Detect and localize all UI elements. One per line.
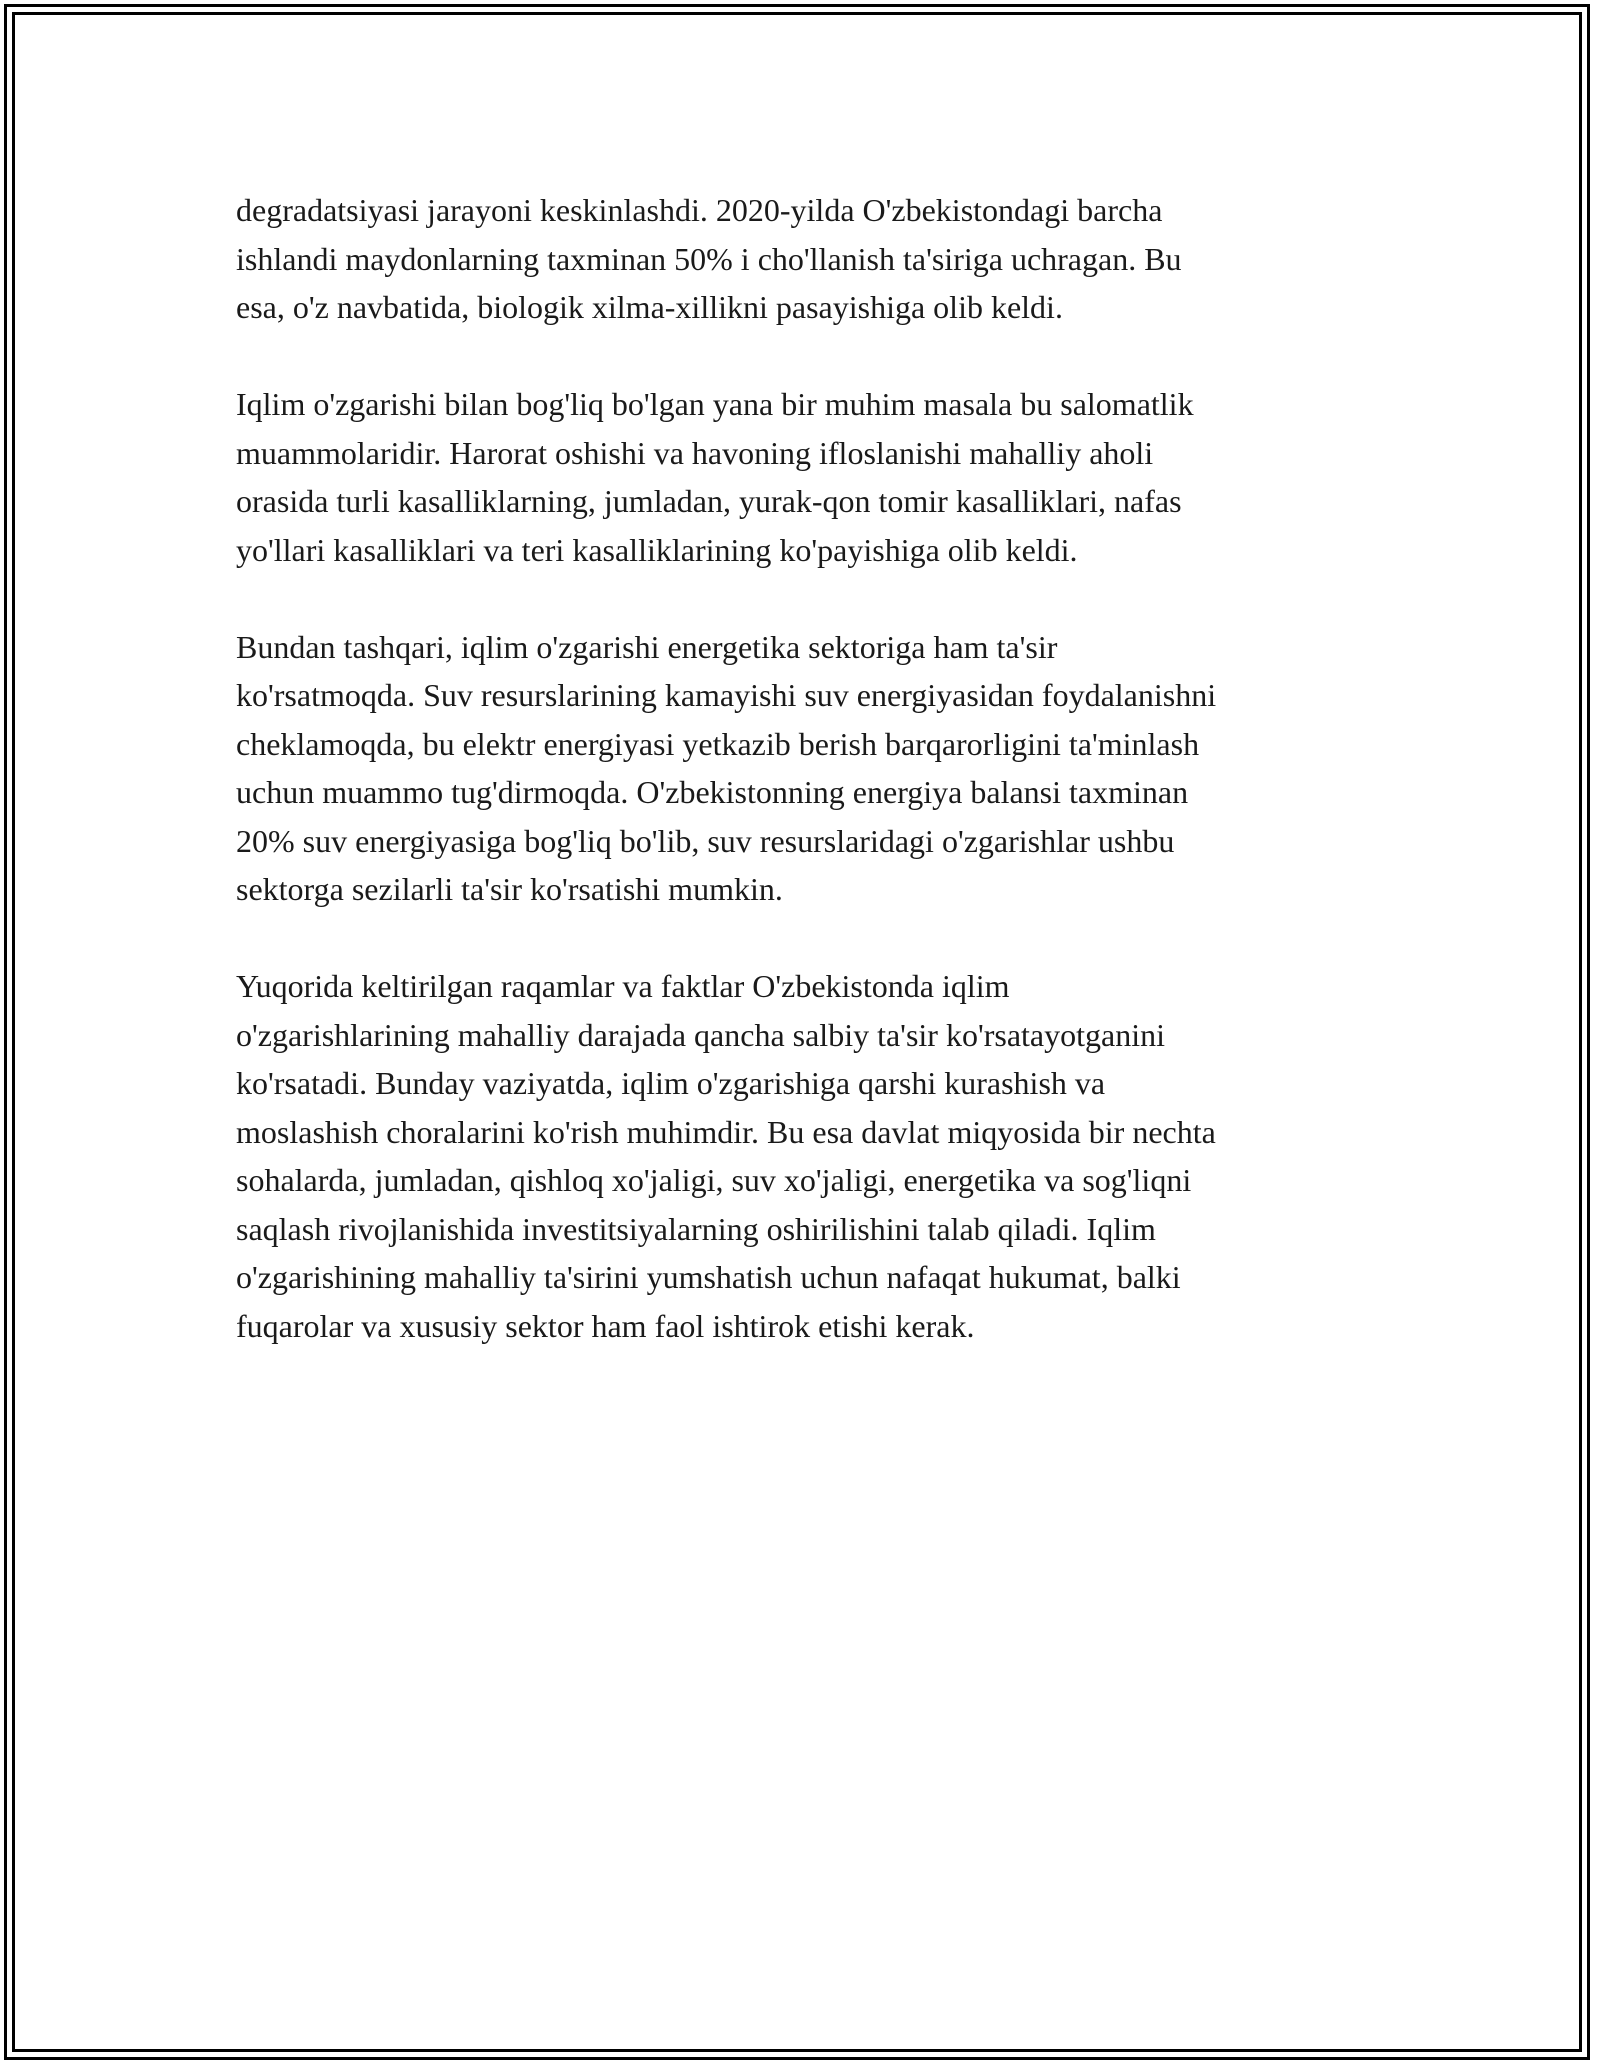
text-line: ko'rsatmoqda. Suv resurslarining kamayishi suv energiyasidan foydalanishni: [236, 677, 1217, 713]
text-line: sektorga sezilarli ta'sir ko'rsatishi mumkin.: [236, 871, 783, 907]
text-line: ko'rsatadi. Bunday vaziyatda, iqlim o'zgarishiga qarshi kurashish va: [236, 1065, 1106, 1101]
text-line: degradatsiyasi jarayoni keskinlashdi. 2020-yilda O'zbekistondagi barcha: [236, 192, 1163, 228]
text-line: sohalarda, jumladan, qishloq xo'jaligi, suv xo'jaligi, energetika va sog'liqni: [236, 1162, 1192, 1198]
paragraph-energy: [236, 623, 1386, 914]
paragraph-health: [236, 380, 1386, 574]
text-line: cheklamoqda, bu elektr energiyasi yetkazib berish barqarorligini ta'minlash: [236, 725, 1200, 762]
text-line: o'zgarishlarining mahalliy darajada qancha salbiy ta'sir ko'rsatayotganini: [236, 1016, 1165, 1053]
text-line: uchun muammo tug'dirmoqda. O'zbekistonning energiya balansi taxminan: [236, 774, 1189, 810]
text-line: orasida turli kasalliklarning, jumladan, yurak-qon tomir kasalliklari, nafas: [236, 483, 1182, 519]
text-line: Bundan tashqari, iqlim o'zgarishi energetika sektoriga ham ta'sir: [236, 628, 1058, 665]
text-line: o'zgarishining mahalliy ta'sirini yumshatish uchun nafaqat hukumat, balki: [236, 1259, 1181, 1295]
paragraph-land-degradation: [236, 186, 1386, 332]
text-line: moslashish choralarini ko'rish muhimdir. Bu esa davlat miqyosida bir nechta: [236, 1113, 1216, 1150]
text-line: Yuqorida keltirilgan raqamlar va faktlar O'zbekistonda iqlim: [236, 968, 1010, 1004]
document-body: [236, 186, 1386, 1399]
paragraph-conclusion: [236, 962, 1386, 1350]
text-line: esa, o'z navbatida, biologik xilma-xillikni pasayishiga olib keldi.: [236, 289, 1063, 325]
text-line: Iqlim o'zgarishi bilan bog'liq bo'lgan yana bir muhim masala bu salomatlik: [236, 386, 1194, 422]
text-line: ishlandi maydonlarning taxminan 50% i cho'llanish ta'siriga uchragan. Bu: [236, 240, 1182, 277]
text-line: muammolaridir. Harorat oshishi va havoning ifloslanishi mahalliy aholi: [236, 434, 1154, 471]
text-line: fuqarolar va xususiy sektor ham faol ishtirok etishi kerak.: [236, 1307, 975, 1344]
text-line: yo'llari kasalliklari va teri kasalliklarining ko'payishiga olib keldi.: [236, 531, 1078, 568]
text-line: saqlash rivojlanishida investitsiyalarning oshirilishini talab qiladi. Iqlim: [236, 1210, 1156, 1247]
text-line: 20% suv energiyasiga bog'liq bo'lib, suv resurslaridagi o'zgarishlar ushbu: [236, 822, 1175, 859]
